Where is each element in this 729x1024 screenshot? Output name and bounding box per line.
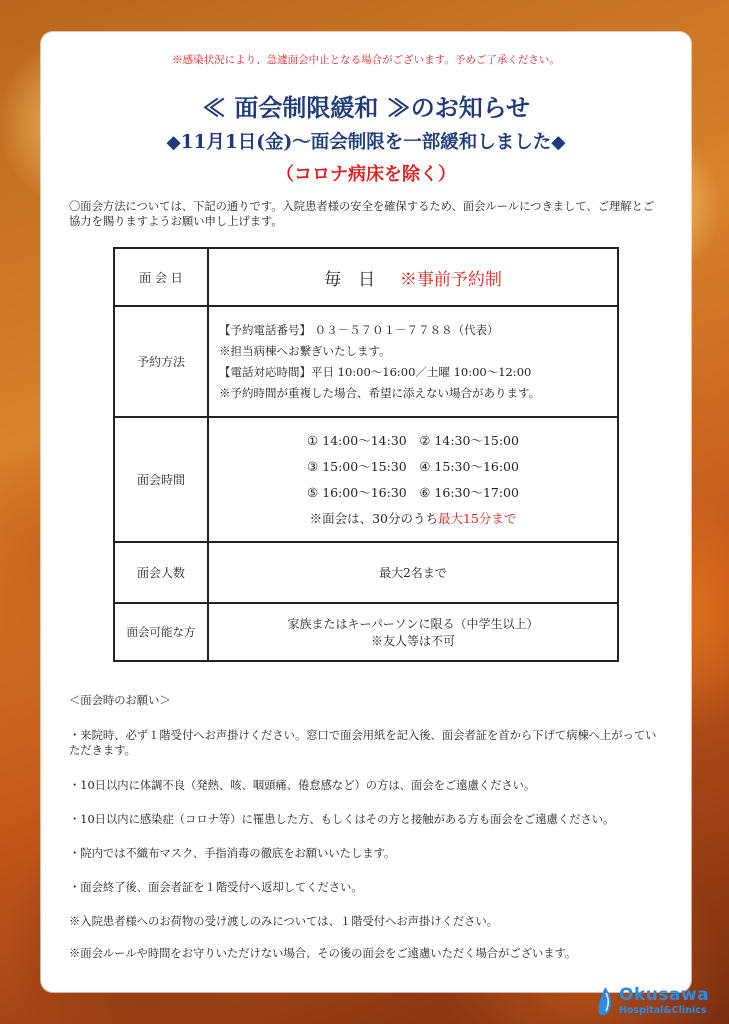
guideline-item: ・来院時、必ず１階受付へお声掛けください。窓口で面会用紙を記入後、面会者証を首から下げて病棟へ上がっていただきます。 xyxy=(69,729,657,757)
notice-card xyxy=(47,38,685,986)
leaf-logo-icon xyxy=(597,987,613,1017)
day-value: 毎 日 xyxy=(324,269,376,290)
table-row-time xyxy=(114,417,618,542)
time-label: 面会時間 xyxy=(114,417,208,542)
guideline-item: ・10日以内に感染症（コロナ等）に罹患した方、もしくはその方と接触がある方も面会をご遠慮ください。 xyxy=(69,813,615,826)
people-value: 最大2名まで xyxy=(208,542,618,603)
table-row-reserve xyxy=(114,306,618,417)
time-slots-3: ⑤ 16:00～16:30 ⑥ 16:30～17:00 xyxy=(307,484,519,500)
guideline-item: ・面会終了後、面会者証を１階受付へ返却してください。 xyxy=(69,881,363,894)
intro-text: 〇面会方法については、下記の通りです。入院患者様の安全を確保するため、面会ルールにつきまして、ご理解とご協力を賜りますようお願い申し上げます。 xyxy=(69,200,655,228)
logo-subtitle: Hospital&Clinics xyxy=(619,1005,707,1016)
day-note: ※事前予約制 xyxy=(399,269,502,290)
who-label: 面会可能な方 xyxy=(114,603,208,661)
time-note xyxy=(219,506,607,532)
logo-name: Okusawa xyxy=(619,985,710,1005)
reserve-phone: 【予約電話番号】 ０３－５７０１－７７８８（代表） xyxy=(219,322,499,337)
guideline-item: ※入院患者様へのお荷物の受け渡しのみについては、１階受付へお声掛けください。 xyxy=(69,915,499,928)
who-value-cell xyxy=(208,603,618,661)
time-slots-2: ③ 15:00～15:30 ④ 15:30～16:00 xyxy=(307,458,519,474)
time-slots-1: ① 14:00～14:30 ② 14:30～15:00 xyxy=(307,432,519,448)
time-value-cell xyxy=(208,417,618,542)
subtitle-date: ◆11月1日(金)～面会制限を一部緩和しました◆ xyxy=(166,132,566,153)
guideline-item: ・10日以内に体調不良（発熱、咳、咽頭痛、倦怠感など）の方は、面会をご遠慮ください。 xyxy=(69,779,536,792)
guideline-item: ※面会ルールや時間をお守りいただけない場合、その後の面会をご遠慮いただく場合がございます。 xyxy=(69,947,577,960)
reserve-note1: ※担当病棟へお繋ぎいたします。 xyxy=(219,343,391,358)
table-row-people xyxy=(114,542,618,603)
hospital-logo xyxy=(597,985,725,1021)
guidelines-heading: ＜面会時のお願い＞ xyxy=(69,694,171,707)
who-note: ※友人等は不可 xyxy=(370,634,455,648)
reserve-note2: ※予約時間が重複した場合、希望に添えない場合があります。 xyxy=(219,385,541,400)
time-note-prefix: ※面会は、30分のうち xyxy=(309,510,438,526)
time-note-limit: 最大15分まで xyxy=(438,510,517,526)
visit-info-table xyxy=(113,247,619,662)
page-title: ≪ 面会制限緩和 ≫のお知らせ xyxy=(202,93,530,122)
subtitle-exception: （コロナ病床を除く） xyxy=(276,164,456,185)
reserve-value-cell xyxy=(208,306,618,417)
table-row-who xyxy=(114,603,618,661)
infection-warning: ※感染状況により、急遽面会中止となる場合がございます。予めご了承ください。 xyxy=(172,54,560,66)
reserve-label: 予約方法 xyxy=(114,306,208,417)
day-value-cell xyxy=(208,248,618,306)
day-label: 面 会 日 xyxy=(114,248,208,306)
guideline-item: ・院内では不織布マスク、手指消毒の徹底をお願いいたします。 xyxy=(69,847,396,860)
table-row-day xyxy=(114,248,618,306)
who-value: 家族またはキーパーソンに限る（中学生以上） xyxy=(287,617,539,631)
people-label: 面会人数 xyxy=(114,542,208,603)
reserve-hours: 【電話対応時間】平日 10:00～16:00／土曜 10:00～12:00 xyxy=(219,364,532,379)
